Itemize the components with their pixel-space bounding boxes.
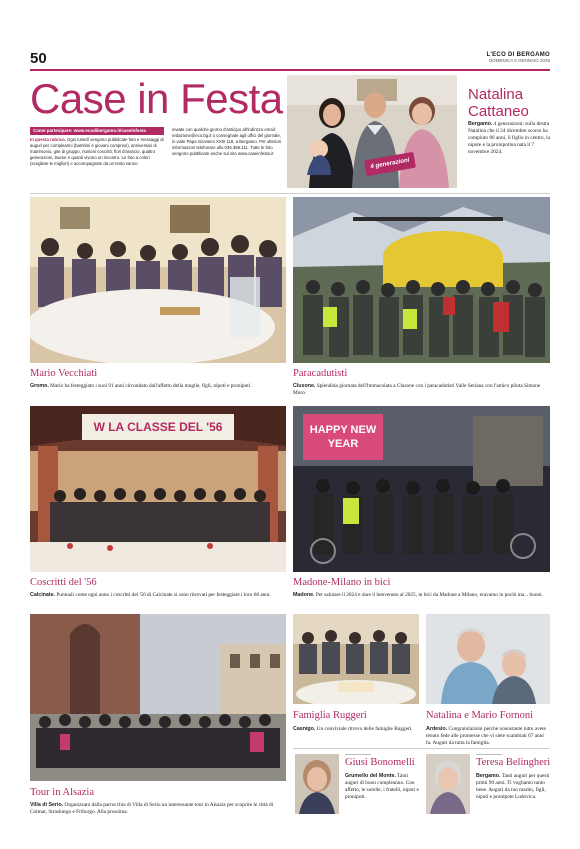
text-coscritti: Puntuali come ogni anno i coscritti del '56 di Calcinate si sono ritrovati per festeggiare i loro 68 anni. [56, 592, 271, 598]
caption-paracadutisti [293, 383, 550, 397]
classe-56-banner: W LA CLASSE DEL '56 [93, 420, 223, 434]
caption-alsazia [30, 802, 286, 816]
title-ruggeri: Famiglia Ruggeri [293, 710, 367, 721]
title-belingheri: Teresa Belingheri [476, 757, 551, 768]
text-madone: Per salutare il 2024 e dare il benvenuto al 2025, in bici da Madone a Milano, eravamo in pochi ma... buoni. [315, 592, 543, 598]
caption-fornoni [426, 726, 550, 747]
rule-belingheri [476, 754, 502, 755]
text-belingheri: Tanti auguri per questi primi 90 anni. Ti vogliamo tanto bene. Auguri da tuo marito, figli, nipoti e pronipote Ludovica. [476, 773, 550, 800]
text-alsazia: Organizzato dalla parrocchia di Villa di Serio un interessante tour in Alsazia per scoprire le città di Colmar, Strasburgo e Friburgo. Alla prossima. [30, 802, 274, 815]
place-madone: Madone. [293, 592, 315, 598]
text-bonomelli: Tanti auguri di buon compleanno. Con affetto, le sorelle, i fratelli, nipoti e pronipoti. [345, 773, 419, 800]
place-bonomelli: Grumello del Monte. [345, 773, 396, 779]
hero-text: 4 generazioni: sulla destra Natalina che il 24 dicembre scorso ha compiuto 86 anni, il figlio in centro, la nipote e la pronipotina nata il 7 novembre 2024. [468, 121, 550, 155]
photo-fornoni [426, 614, 550, 704]
page-number: 50 [30, 50, 47, 67]
header-rule [30, 69, 550, 71]
happy-new-year-sign: HAPPY NEW YEAR [309, 424, 377, 450]
photo-ruggeri [293, 614, 419, 704]
masthead-date: DOMENICA 5 GENNAIO 2025 [488, 58, 550, 63]
intro-column-1 [30, 137, 164, 167]
section-divider [30, 193, 550, 194]
hero-title: Natalina Cattaneo [468, 86, 529, 120]
caption-coscritti [30, 592, 286, 599]
place-alsazia: Villa di Serio. [30, 802, 64, 808]
place-paracadutisti: Clusone. [293, 383, 316, 389]
caption-vecchiati [30, 383, 286, 390]
title-vecchiati: Mario Vecchiati [30, 368, 98, 379]
hero-place: Bergamo. [468, 121, 493, 127]
four-generations-badge: 4 generazioni [364, 152, 416, 176]
caption-ruggeri [293, 726, 419, 733]
photo-coscritti [30, 406, 286, 572]
photo-paracadutisti [293, 197, 550, 363]
text-ruggeri: Un conviviale ritrovo delle famiglie Ruggeri. [316, 726, 413, 732]
title-alsazia: Tour in Alsazia [30, 787, 94, 798]
text-vecchiati: Mario ha festeggiato i suoi 91 anni circondato dall'affetto della moglie, figli, nipoti e pronipoti. [50, 383, 252, 389]
title-fornoni: Natalina e Mario Fornoni [426, 710, 534, 721]
photo-madone [293, 406, 550, 572]
title-coscritti: Coscritti del '56 [30, 577, 97, 588]
headshot-bonomelli [295, 754, 339, 814]
photo-vecchiati [30, 197, 286, 363]
title-bonomelli: Giusi Bonomelli [345, 757, 415, 768]
place-ruggeri: Casnigo. [293, 726, 316, 732]
partecipa-link[interactable]: Come partecipare: www.ecodibergamo.it/caseinfesta [30, 127, 164, 135]
masthead [486, 52, 550, 63]
caption-bonomelli [345, 773, 419, 801]
text-fornoni: Congratulazioni perché nonostante tutto avete tenuto fede alle promesse che vi siete scambiati 67 anni fa. Auguri da tutta la famiglia. [426, 726, 546, 746]
intro-lead: In questa rubrica. [30, 137, 66, 142]
headshot-belingheri [426, 754, 470, 814]
photo-alsazia [30, 614, 286, 781]
place-fornoni: Ardesio. [426, 726, 448, 732]
title-madone: Madone-Milano in bici [293, 577, 391, 588]
masthead-title: L'ECO DI BERGAMO [486, 52, 550, 58]
hero-caption [468, 121, 550, 156]
caption-madone [293, 592, 550, 599]
place-coscritti: Calcinate. [30, 592, 56, 598]
intro-text-1: Ogni lunedì vengono pubblicate foto e messaggi di auguri per compleanni (bambini e giovani compresi), anniversari di matrimonio, gite di gruppo, riunioni coscritti, fiori d'arancio, quattro generazioni, lauree e quanti vivono un incontro. Le foto a colori (scegliete le migliori) e accompagnate da un testo vanno [30, 137, 164, 167]
small-ads-divider [293, 748, 550, 749]
place-belingheri: Bergamo. [476, 773, 501, 779]
caption-belingheri [476, 773, 550, 801]
text-paracadutisti: Splendida giornata dell'Immacolata a Clusone con i paracadutisti Valle Seriana con l'amico pilota Simone Moro. [293, 383, 541, 396]
title-paracadutisti: Paracadutisti [293, 368, 348, 379]
place-vecchiati: Gromo. [30, 383, 49, 389]
intro-column-2: inviate con qualche giorno d'anticipo all'indirizzo email: redazione@eco.bg.it o consegnate agli uffici del giornale, in viale Papa Giovanni XXIII 118, a Bergamo. Per ulteriori informazioni telefonare allo 035.386.111. Tutte le foto vengono pubblicate anche sul sito www.caseinfesta.it [172, 127, 282, 157]
rule-bonomelli [345, 754, 371, 755]
section-title: Case in Festa [30, 75, 283, 122]
